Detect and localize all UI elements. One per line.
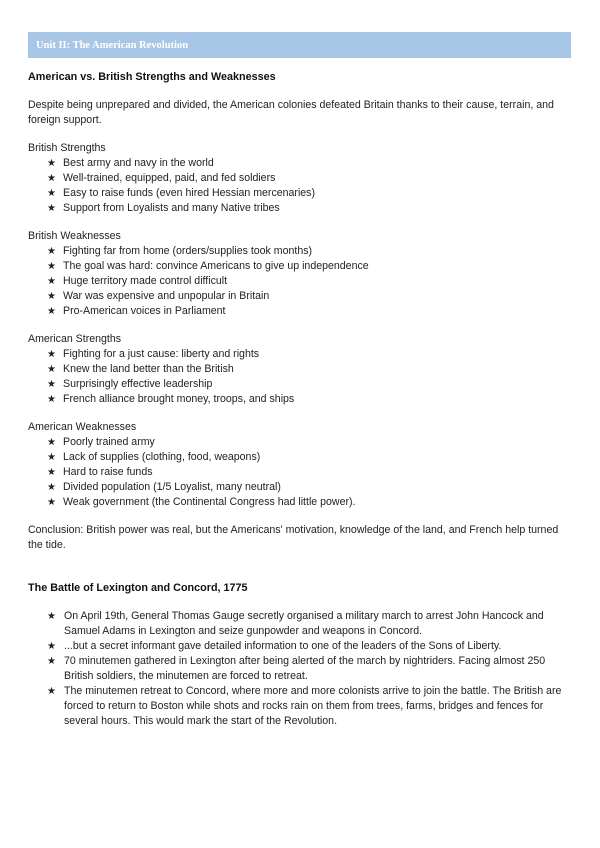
list-british-strengths: [28, 156, 573, 216]
star-icon: ★: [47, 349, 56, 360]
list-american-weaknesses: [28, 435, 573, 510]
star-icon: ★: [47, 497, 56, 508]
star-icon: ★: [47, 306, 56, 317]
unit-banner: [28, 32, 571, 58]
document-body: [28, 70, 573, 729]
list-british-weaknesses: [28, 244, 573, 319]
star-icon: ★: [47, 379, 56, 390]
list-item: ★ Pro-American voices in Parliament: [47, 305, 226, 317]
star-icon: ★: [47, 173, 56, 184]
list-item: ★ Lack of supplies (clothing, food, weapons): [47, 451, 261, 463]
list-american-strengths: [28, 347, 573, 407]
star-icon: ★: [47, 394, 56, 405]
list-item: ★ Support from Loyalists and many Native tribes: [47, 202, 280, 214]
list-item: ★ Best army and navy in the world: [47, 157, 214, 169]
list-battle-events: [28, 609, 573, 729]
list-item: ★ Knew the land better than the British: [47, 363, 234, 375]
list-item: ★ Poorly trained army: [47, 436, 155, 448]
unit-title: Unit II: The American Revolution: [36, 39, 189, 51]
star-icon: ★: [47, 203, 56, 214]
star-icon: ★: [47, 276, 56, 287]
star-icon: ★: [47, 452, 56, 463]
conclusion-paragraph: Conclusion: British power was real, but the Americans' motivation, knowledge of the land, and French help turned the tide.: [28, 524, 559, 551]
list-item: ★ Easy to raise funds (even hired Hessian mercenaries): [47, 187, 316, 199]
list-item: ★ 70 minutemen gathered in Lexington after being alerted of the march by nightriders. Facing almost 250 British soldiers, the minutemen are forced to retreat.: [47, 655, 546, 682]
star-icon: ★: [47, 611, 56, 622]
list-item: ★ Fighting for a just cause: liberty and rights: [47, 348, 260, 360]
group-title-american-strengths: American Strengths: [28, 333, 122, 345]
star-icon: ★: [47, 641, 56, 652]
star-icon: ★: [47, 686, 56, 697]
group-title-british-weaknesses: British Weaknesses: [28, 230, 121, 242]
star-icon: ★: [47, 261, 56, 272]
list-item: ★ The goal was hard: convince Americans to give up independence: [47, 260, 369, 272]
list-item: ★ Huge territory made control difficult: [47, 275, 228, 287]
star-icon: ★: [47, 158, 56, 169]
group-title-american-weaknesses: American Weaknesses: [28, 421, 137, 433]
section-heading-strengths: American vs. British Strengths and Weaknesses: [28, 71, 276, 83]
list-item: ★ The minutemen retreat to Concord, where more and more colonists arrive to join the battle. The British are forced to return to Boston while shots and rocks rain on them from trees, farms, bridges and fences for several hours. This would mark the start of the Revolution.: [47, 685, 562, 727]
list-item: ★ War was expensive and unpopular in Britain: [47, 290, 270, 302]
list-item: ★ French alliance brought money, troops, and ships: [47, 393, 295, 405]
star-icon: ★: [47, 656, 56, 667]
list-item: ★ ...but a secret informant gave detailed information to one of the leaders of the Sons of Liberty.: [47, 640, 502, 652]
list-item: ★ Divided population (1/5 Loyalist, many neutral): [47, 481, 281, 493]
list-item: ★ Well-trained, equipped, paid, and fed soldiers: [47, 172, 276, 184]
list-item: ★ Hard to raise funds: [47, 466, 153, 478]
intro-paragraph: Despite being unprepared and divided, the American colonies defeated Britain thanks to their cause, terrain, and foreign support.: [28, 99, 554, 126]
group-title-british-strengths: British Strengths: [28, 142, 106, 154]
list-item: ★ Surprisingly effective leadership: [47, 378, 213, 390]
star-icon: ★: [47, 467, 56, 478]
star-icon: ★: [47, 188, 56, 199]
star-icon: ★: [47, 437, 56, 448]
list-item: ★ Weak government (the Continental Congress had little power).: [47, 496, 356, 508]
section-heading-lexington-concord: The Battle of Lexington and Concord, 1775: [28, 582, 248, 594]
star-icon: ★: [47, 482, 56, 493]
star-icon: ★: [47, 364, 56, 375]
star-icon: ★: [47, 246, 56, 257]
star-icon: ★: [47, 291, 56, 302]
list-item: ★ On April 19th, General Thomas Gauge secretly organised a military march to arrest John Hancock and Samuel Adams in Lexington and seize gunpowder and weapons in Concord.: [47, 610, 544, 637]
list-item: ★ Fighting far from home (orders/supplies took months): [47, 245, 313, 257]
